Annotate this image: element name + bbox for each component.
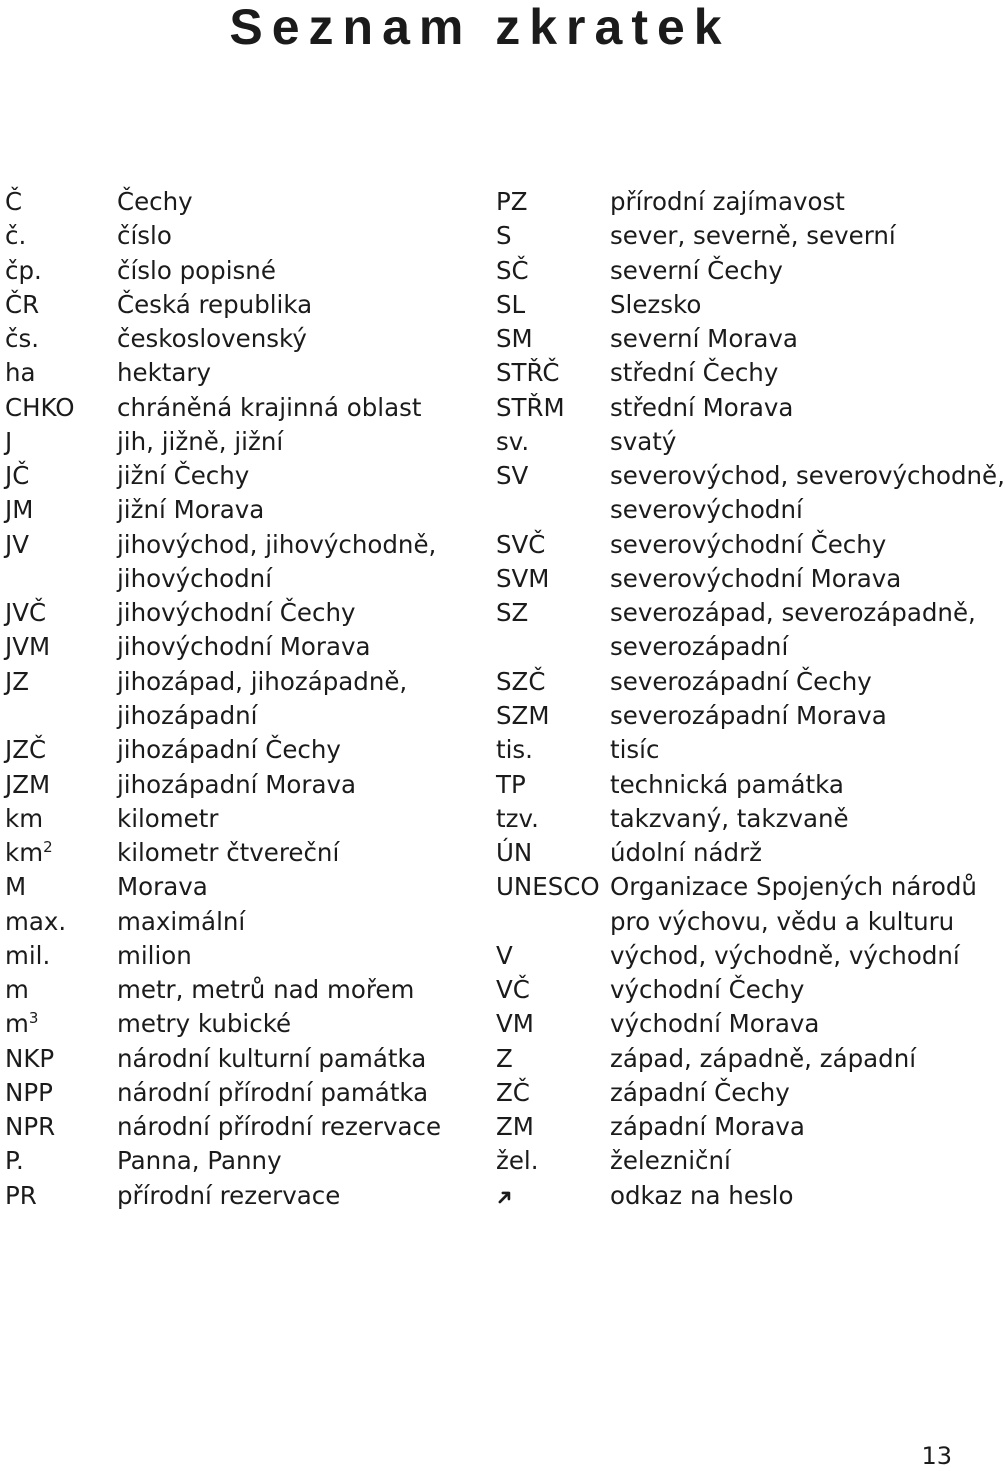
abbreviation-list-left [5, 185, 475, 1213]
abbreviation-row [496, 665, 960, 699]
abbreviation-text: NKP [5, 1043, 55, 1073]
abbreviation-row [496, 1007, 960, 1041]
abbreviation-row [5, 562, 475, 596]
abbreviation [5, 425, 117, 459]
abbreviation [496, 1110, 610, 1144]
abbreviation-meaning: severovýchodní Morava [610, 563, 902, 593]
abbreviation-row [5, 391, 475, 425]
abbreviation [496, 185, 610, 219]
abbreviation [5, 356, 117, 390]
abbreviation-text: SV [496, 461, 529, 491]
abbreviation-row [5, 1179, 475, 1213]
abbreviation-text: m [5, 975, 29, 1005]
abbreviation-meaning: metry kubické [117, 1009, 292, 1039]
abbreviation-text: STŘM [496, 392, 565, 422]
abbreviation-text: PR [5, 1180, 37, 1210]
abbreviation-meaning: jihovýchodní Čechy [117, 598, 356, 628]
abbreviation-row [496, 528, 960, 562]
abbreviation [5, 391, 117, 425]
abbreviation-row [5, 733, 475, 767]
abbreviation [496, 356, 610, 390]
abbreviation-row [5, 493, 475, 527]
abbreviation-row [496, 562, 960, 596]
abbreviation-text: NPR [5, 1112, 56, 1142]
abbreviation [496, 939, 610, 973]
abbreviation-row [496, 802, 960, 836]
abbreviation [5, 630, 117, 664]
abbreviation-row [5, 219, 475, 253]
abbreviation-row [496, 425, 960, 459]
abbreviation-row [496, 630, 960, 664]
abbreviation-text: J [5, 426, 13, 456]
abbreviation [5, 768, 117, 802]
abbreviation-text: SZM [496, 700, 550, 730]
abbreviation-text: M [5, 872, 27, 902]
abbreviation-text: max. [5, 906, 67, 936]
abbreviation-text: SVČ [496, 529, 546, 559]
abbreviation-row [5, 665, 475, 699]
abbreviation [496, 768, 610, 802]
abbreviation-text: ČR [5, 289, 40, 319]
abbreviation-meaning: severovýchod, severovýchodně, [610, 461, 1005, 491]
abbreviation [5, 973, 117, 1007]
abbreviation-row [496, 905, 960, 939]
abbreviation-text: SVM [496, 563, 550, 593]
abbreviation [489, 1179, 610, 1213]
abbreviation-meaning: chráněná krajinná oblast [117, 392, 422, 422]
abbreviation [5, 802, 117, 836]
abbreviation-meaning: jižní Čechy [117, 461, 250, 491]
abbreviation-text: UNESCO [496, 872, 600, 902]
abbreviation-meaning: hektary [117, 358, 211, 388]
abbreviation-text: JZČ [5, 735, 47, 765]
abbreviation-row [5, 1007, 475, 1041]
abbreviation-meaning: severní Morava [610, 324, 798, 354]
abbreviation [496, 1144, 610, 1178]
abbreviation-text: mil. [5, 940, 51, 970]
abbreviation-row [5, 254, 475, 288]
abbreviation-row [5, 459, 475, 493]
abbreviation [5, 1042, 117, 1076]
abbreviation-row [496, 459, 1005, 493]
abbreviation-text: JM [5, 495, 34, 525]
abbreviation-text: PZ [496, 187, 528, 216]
abbreviation-meaning: národní kulturní památka [117, 1043, 427, 1073]
abbreviation-row [496, 1076, 960, 1110]
abbreviation-text: č. [5, 221, 27, 251]
abbreviation [5, 459, 117, 493]
abbreviation [5, 254, 117, 288]
abbreviation-row [496, 973, 960, 1007]
abbreviation-text: SZ [496, 598, 529, 628]
abbreviation-meaning: přírodní rezervace [117, 1180, 341, 1210]
abbreviation-meaning: jižní Morava [117, 495, 265, 525]
abbreviation-row [5, 1144, 475, 1178]
abbreviation-row [5, 356, 475, 390]
abbreviation-meaning: Organizace Spojených národů [610, 872, 977, 902]
abbreviation-row [5, 1076, 475, 1110]
abbreviation-text: JV [5, 529, 29, 559]
abbreviation-meaning: československý [117, 324, 307, 354]
abbreviation-text: tzv. [496, 803, 539, 833]
abbreviation-text: CHKO [5, 392, 75, 422]
abbreviation [5, 596, 117, 630]
abbreviation-row [496, 254, 960, 288]
abbreviation-row [496, 768, 960, 802]
abbreviation-text: TP [496, 769, 526, 799]
abbreviation [5, 1076, 117, 1110]
abbreviation-text: VM [496, 1009, 534, 1039]
abbreviation-row [489, 1179, 960, 1213]
abbreviation [5, 322, 117, 356]
abbreviation-meaning: východní Čechy [610, 975, 805, 1005]
abbreviation [5, 288, 117, 322]
abbreviation-meaning: východní Morava [610, 1009, 820, 1039]
abbreviation-meaning: jihozápadní Čechy [117, 735, 341, 765]
abbreviation-text: ha [5, 358, 36, 388]
abbreviation-row [5, 802, 475, 836]
abbreviation [5, 939, 117, 973]
abbreviation-text: km [5, 803, 44, 833]
abbreviation-row [5, 1110, 475, 1144]
abbreviation [496, 1076, 610, 1110]
abbreviation-row [5, 1042, 475, 1076]
abbreviation-meaning: střední Čechy [610, 358, 779, 388]
abbreviation-meaning: západní Morava [610, 1112, 805, 1142]
abbreviation [496, 665, 610, 699]
abbreviation-row [496, 493, 960, 527]
abbreviation-row [496, 836, 960, 870]
abbreviation-meaning: milion [117, 940, 192, 970]
abbreviation-meaning: severozápadní Morava [610, 700, 887, 730]
abbreviation-row [5, 905, 475, 939]
abbreviation-row [496, 1042, 960, 1076]
abbreviation [496, 596, 610, 630]
abbreviation-row [5, 836, 475, 870]
abbreviation-meaning: severozápad, severozápadně, [610, 598, 976, 628]
abbreviation-row [496, 733, 960, 767]
abbreviation-text: JČ [5, 461, 30, 491]
abbreviation-text: SZČ [496, 666, 546, 696]
abbreviation-row [496, 185, 960, 219]
abbreviation-meaning: tisíc [610, 735, 660, 765]
abbreviation-meaning: severovýchodní Čechy [610, 529, 887, 559]
abbreviation [496, 1042, 610, 1076]
page-title: Seznam zkratek [229, 0, 731, 55]
abbreviation-row [496, 322, 960, 356]
abbreviation-meaning: východ, východně, východní [610, 940, 960, 970]
abbreviation-meaning: jihovýchodní Morava [117, 632, 371, 662]
abbreviation [5, 905, 117, 939]
abbreviation-row [5, 185, 475, 219]
abbreviation-text: V [496, 940, 513, 970]
abbreviation-row [5, 596, 475, 630]
abbreviation-meaning: metr, metrů nad mořem [117, 975, 415, 1005]
abbreviation-meaning: západ, západně, západní [610, 1043, 917, 1073]
abbreviation [5, 528, 117, 562]
abbreviation-text: sv. [496, 426, 530, 456]
abbreviation-text: JZM [5, 769, 51, 799]
abbreviation-meaning: pro výchovu, vědu a kulturu [610, 906, 955, 936]
abbreviation-meaning: severní Čechy [610, 255, 783, 285]
abbreviation-meaning: odkaz na heslo [610, 1180, 794, 1210]
abbreviation-meaning: železniční [610, 1146, 731, 1176]
abbreviation [5, 185, 117, 219]
abbreviation-text: P. [5, 1146, 24, 1176]
abbreviation-text: ZM [496, 1112, 534, 1142]
abbreviation-meaning: jihozápadní [117, 700, 258, 730]
abbreviation-meaning: Čechy [117, 187, 193, 216]
abbreviation-row [496, 288, 960, 322]
abbreviation-meaning: jih, jižně, jižní [117, 426, 284, 456]
abbreviation [5, 1110, 117, 1144]
abbreviation-row [5, 939, 475, 973]
abbreviation [496, 528, 610, 562]
abbreviation-row [496, 596, 976, 630]
abbreviation [5, 665, 117, 699]
abbreviation-row [5, 699, 475, 733]
abbreviation-text: S [496, 221, 512, 251]
abbreviation-meaning: jihozápadní Morava [117, 769, 356, 799]
abbreviation-text: čp. [5, 255, 42, 285]
abbreviation [496, 288, 610, 322]
abbreviation-text: čs. [5, 324, 40, 354]
abbreviation [496, 699, 610, 733]
abbreviation-meaning: severozápadní [610, 632, 789, 662]
abbreviation-meaning: západní Čechy [610, 1077, 790, 1107]
superscript: 3 [28, 1009, 39, 1028]
abbreviation [496, 802, 610, 836]
abbreviation [496, 733, 610, 767]
abbreviation [496, 322, 610, 356]
abbreviation-row [5, 322, 475, 356]
abbreviation-row [496, 870, 977, 904]
abbreviation-text: SL [496, 289, 526, 319]
abbreviation-text: JVČ [5, 598, 47, 628]
abbreviation-row [496, 219, 960, 253]
abbreviation-text: SČ [496, 255, 529, 285]
abbreviation-text: Z [496, 1043, 513, 1073]
abbreviation [496, 254, 610, 288]
abbreviation-row [496, 1110, 960, 1144]
abbreviation-text: ÚN [496, 838, 533, 868]
abbreviation-text: tis. [496, 735, 533, 765]
abbreviation-list-right [489, 185, 1005, 1213]
abbreviation-row [5, 425, 475, 459]
abbreviation-meaning: národní přírodní rezervace [117, 1112, 442, 1142]
abbreviation [496, 1007, 610, 1041]
abbreviation [496, 425, 610, 459]
abbreviation-row [5, 870, 475, 904]
abbreviation-row [496, 939, 960, 973]
abbreviation [5, 493, 117, 527]
abbreviation [5, 1179, 117, 1213]
abbreviation-meaning: technická památka [610, 769, 844, 799]
abbreviation-row [5, 288, 475, 322]
abbreviation-meaning: kilometr [117, 803, 219, 833]
abbreviation [5, 836, 117, 870]
superscript: 2 [43, 837, 53, 856]
abbreviation [5, 733, 117, 767]
abbreviation-text: km [5, 838, 44, 868]
abbreviation-text: STŘČ [496, 358, 560, 388]
abbreviation [5, 870, 117, 904]
abbreviation-meaning: Česká republika [117, 289, 313, 319]
abbreviation-meaning: jihovýchodní [117, 563, 273, 593]
abbreviation [5, 1007, 117, 1041]
abbreviation-meaning: národní přírodní památka [117, 1077, 429, 1107]
page-number: 13 [921, 1442, 952, 1470]
abbreviation-meaning: střední Morava [610, 392, 794, 422]
abbreviation-text: m [5, 1009, 29, 1039]
abbreviation [496, 219, 610, 253]
arrow-icon: ➜ [489, 1182, 521, 1213]
abbreviation-meaning: maximální [117, 906, 246, 936]
abbreviation [5, 1144, 117, 1178]
abbreviation-meaning: číslo [117, 221, 172, 251]
abbreviation-text: JZ [5, 666, 30, 696]
abbreviation-row [496, 391, 960, 425]
abbreviation-row [5, 630, 475, 664]
abbreviation-text: VČ [496, 975, 530, 1005]
abbreviation [496, 836, 610, 870]
abbreviation-meaning: přírodní zajímavost [610, 187, 845, 216]
abbreviation-text: žel. [496, 1146, 539, 1176]
abbreviation-row [5, 768, 475, 802]
abbreviation [5, 219, 117, 253]
abbreviation-meaning: Panna, Panny [117, 1146, 282, 1176]
abbreviation [496, 973, 610, 1007]
abbreviation-meaning: takzvaný, takzvaně [610, 803, 849, 833]
abbreviation-text: ZČ [496, 1077, 530, 1107]
abbreviation-row [496, 356, 960, 390]
abbreviation [496, 870, 610, 904]
abbreviation-meaning: svatý [610, 426, 677, 456]
abbreviation-meaning: údolní nádrž [610, 838, 763, 868]
abbreviation-meaning: jihovýchod, jihovýchodně, [117, 529, 437, 559]
abbreviation-text: JVM [5, 632, 51, 662]
abbreviation-meaning: Slezsko [610, 289, 702, 319]
abbreviation [496, 391, 610, 425]
abbreviation [496, 562, 610, 596]
abbreviation-meaning: číslo popisné [117, 255, 276, 285]
abbreviation-meaning: severovýchodní [610, 495, 803, 525]
abbreviation-meaning: Morava [117, 872, 208, 902]
abbreviation-meaning: sever, severně, severní [610, 221, 896, 251]
abbreviation-meaning: kilometr čtvereční [117, 838, 340, 868]
abbreviation-row [496, 1144, 960, 1178]
abbreviation-row [5, 973, 475, 1007]
abbreviation-text: SM [496, 324, 533, 354]
abbreviation-text: Č [5, 187, 23, 216]
abbreviation-row [496, 699, 960, 733]
abbreviation-meaning: jihozápad, jihozápadně, [117, 666, 408, 696]
abbreviation-row [5, 528, 475, 562]
abbreviation-text: NPP [5, 1077, 53, 1107]
abbreviation [496, 459, 610, 493]
abbreviation-meaning: severozápadní Čechy [610, 666, 872, 696]
